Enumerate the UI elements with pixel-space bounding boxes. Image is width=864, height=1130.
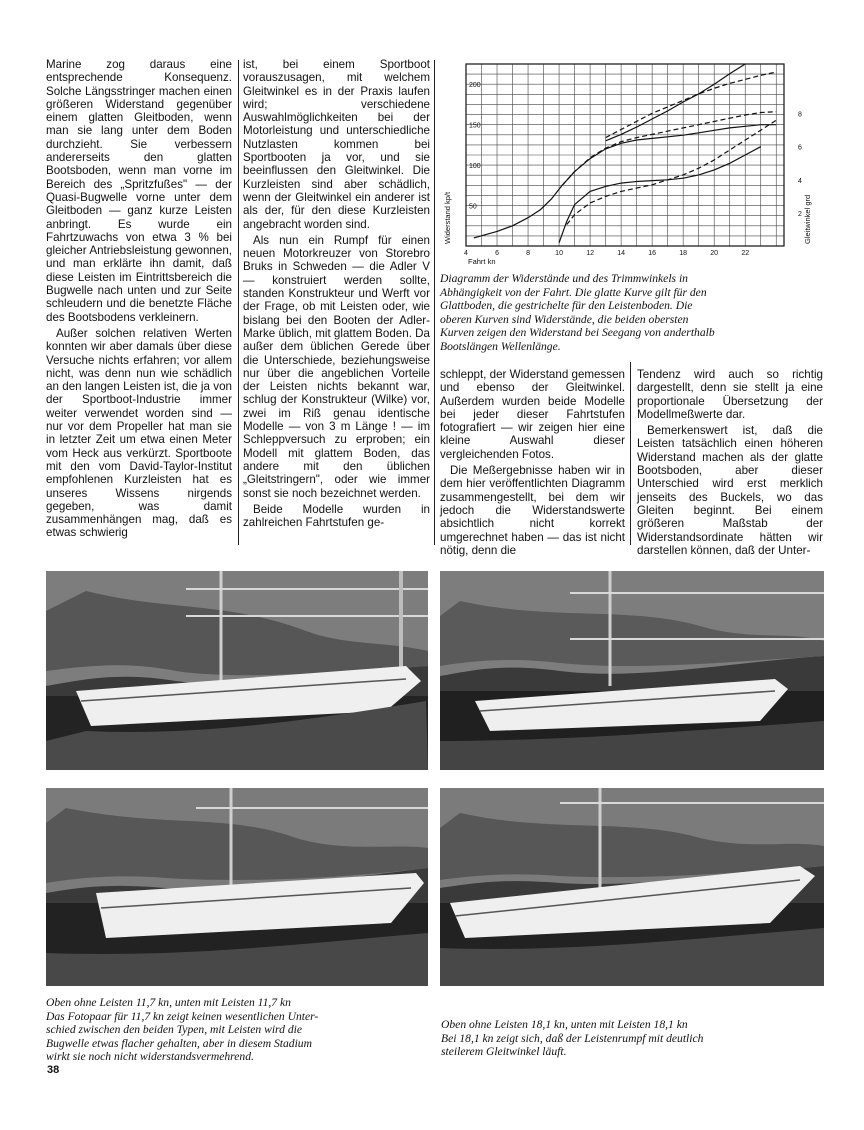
column-divider <box>434 60 435 545</box>
caption-line: schied zwischen den beiden Typen, mit Leisten wird die <box>46 1023 302 1037</box>
paragraph: Marine zog daraus eine entsprechende Konsequenz. Solche Längsstringer machen einen größeren Widerstand gegenüber einem glatten Gleitboden, wenn man sie lang unter dem Boden durchzieht. Sie verbessern andererseits den glatten Bootsboden, wenn man vorne im Bereich des „Spritzfußes" — der Quasi-Bugwelle vorne unter dem Gleitboden — ganz kurze Leisten anbringt. Es wurde ein Fahrtzuwachs von etwa 3 % bei gleicher Antriebsleistung gewonnen, und man erklärte ihn damit, daß diese Leisten im Eintrittsbereich die Bugwelle nach unten und zur Seite schleudern und die benetzte Fläche des Bootsbodens verkleinern. <box>46 58 232 324</box>
right-tick-label: 2 <box>798 210 802 218</box>
paragraph: Außer solchen relativen Werten konnten wir aber damals über diese Versuche nichts erfahren; vor allem nicht, was denn nun wie schädlich an den langen Leisten ist, die ja von der Sportboot-Industrie immer weiter verwendet worden sind — nur vor dem Propeller hat man sie in letzter Zeit um etwa einen Meter vom Heck aus verkürzt. Sportboote mit den vom David-Taylor-Institut empfohlenen Kurzleisten hat es unseres Wissens nirgends gegeben, was damit zusammenhängen mag, daß es etwas schwierig <box>46 326 232 540</box>
caption-line: Bugwelle etwas flacher gehalten, aber in diesem Stadium <box>46 1036 312 1050</box>
paragraph: Als nun ein Rumpf für einen neuen Motorkreuzer von Storebro Bruks in Schweden — die Adler V — konstruiert werden sollte, standen Konstrukteur und Werft vor der Frage, ob mit Leisten oder, wie bislang bei den Booten der Adler-Marke üblich, mit glattem Boden. Da außer dem üblichen Gerede über die Unterschiede, beziehungsweise nur über die angeblichen Vorteile der Leisten nichts bekannt war, schlug der Konstrukteur (Wilke) vor, zwei im Riß genau identische Modelle — von 3 m Länge ! — im Schleppversuch zu erproben; ein Modell mit glattem Boden, das andere mit den üblichen „Gleitstringern", oder wie immer sonst sie noch bezeichnet werden. <box>243 233 430 500</box>
photo-18-1kn-with-strakes <box>440 788 824 986</box>
caption-line: steilerem Gleitwinkel läuft. <box>441 1045 567 1059</box>
paragraph: Bemerkenswert ist, daß die Leisten tatsächlich einen höheren Widerstand machen als der glatte Bootsboden, aber dieser Unterschied wird erst merklich jenseits des Buckels, wo das Gleiten beginnt. Bei einem größeren Maßstab der Widerstandsordinate hätten wir darstellen können, daß der Unter- <box>637 424 823 557</box>
x-tick-label: 10 <box>555 250 563 257</box>
paragraph: Beide Modelle wurden in zahlreichen Fahrtstufen ge- <box>243 502 430 530</box>
photo-18-1kn-without-strakes <box>440 571 824 770</box>
photo-11-7kn-with-strakes <box>46 788 428 986</box>
column-divider <box>630 362 631 545</box>
series-line-solid <box>474 125 776 238</box>
x-tick-label: 20 <box>710 250 719 257</box>
caption-line: Kurven zeigen den Widerstand bei Seegang von anderthalb <box>440 326 715 340</box>
text-column-1 <box>46 58 232 543</box>
y-axis-label: Widerstand kp/t <box>443 191 452 244</box>
caption-line: Bootslängen Wellenlänge. <box>440 339 561 353</box>
x-tick-label: 6 <box>495 250 499 257</box>
x-tick-label: 12 <box>586 250 594 257</box>
boat-photo-illustration <box>440 788 824 986</box>
x-tick-label: 14 <box>617 250 626 257</box>
right-tick-label: 6 <box>798 144 802 152</box>
column-divider <box>238 60 239 545</box>
boat-photo-illustration <box>46 571 428 770</box>
photo-caption-right <box>441 1018 825 1059</box>
caption-line: Oben ohne Leisten 11,7 kn, unten mit Leisten 11,7 kn <box>46 996 291 1009</box>
caption-line: Glattboden, die gestrichelte für den Leistenboden. Die <box>440 299 693 313</box>
diagram-caption <box>440 272 824 354</box>
paragraph: schleppt, der Widerstand gemessen und ebenso der Gleitwinkel. Außerdem wurden beide Modelle bei jeder dieser Fahrtstufen fotografiert — wir zeigen hier eine kleine Auswahl dieser vergleichenden Fotos. <box>440 368 625 461</box>
series-line-solid <box>559 147 761 243</box>
paragraph: Tendenz wird auch so richtig dargestellt, denn sie stellt ja eine proportionale Übersetzung der Modellmeßwerte dar. <box>637 368 823 421</box>
x-tick-label: 18 <box>679 250 688 257</box>
photo-11-7kn-without-strakes <box>46 571 428 770</box>
right-tick-label: 8 <box>798 111 802 119</box>
caption-line: Diagramm der Widerstände und des Trimmwinkels in <box>440 272 688 285</box>
caption-line: wirkt sie noch nicht widerstandsvermehrend. <box>46 1050 254 1064</box>
photo-caption-left <box>46 996 430 1064</box>
y-tick-label: 100 <box>469 163 481 171</box>
series-line-dashed <box>606 72 777 138</box>
series-line-dashed <box>562 112 776 186</box>
paragraph: Die Meßergebnisse haben wir in dem hier veröffentlichten Diagramm zusammengestellt, bei dem wir jedoch die Widerstandswerte absichtlich nicht korrekt umgerechnet haben — das ist nicht nötig, denn die <box>440 464 625 557</box>
caption-line: Oben ohne Leisten 18,1 kn, unten mit Leisten 18,1 kn <box>441 1018 688 1031</box>
boat-photo-illustration <box>440 571 824 770</box>
caption-line: Bei 18,1 kn zeigt sich, daß der Leistenrumpf mit deutlich <box>441 1031 704 1045</box>
paragraph: ist, bei einem Sportboot vorauszusagen, mit welchem Gleitwinkel es in der Praxis laufen wird; verschiedene Auswahlmöglichkeiten bei der Motorleistung und unterschiedliche Nutzlasten kommen bei Sportbooten ja vor, und sie beeinflussen den Gleitwinkel. Die Kurzleisten sind aber schädlich, wenn der Gleitwinkel ein anderer ist als der, für den diese Kurzleisten angebracht worden sind. <box>243 58 430 231</box>
x-axis-label: Fahrt kn <box>468 257 496 266</box>
caption-line: Abhängigkeit von der Fahrt. Die glatte Kurve gilt für den <box>440 285 707 299</box>
text-column-3 <box>440 368 625 560</box>
x-tick-label: 22 <box>741 250 750 257</box>
right-axis-label: Gleitwinkel grd <box>803 194 812 244</box>
text-column-4 <box>637 368 823 560</box>
page-number: 38 <box>47 1064 60 1076</box>
caption-line: Das Fotopaar für 11,7 kn zeigt keinen wesentlichen Unter- <box>46 1009 319 1023</box>
caption-line: oberen Kurven sind Widerstände, die beiden obersten <box>440 312 689 326</box>
chart-svg <box>438 58 818 270</box>
right-tick-label: 4 <box>798 177 802 185</box>
y-tick-label: 200 <box>469 82 481 90</box>
y-tick-label: 50 <box>469 203 477 211</box>
x-tick-label: 4 <box>464 250 468 257</box>
y-tick-label: 150 <box>469 122 481 130</box>
resistance-diagram <box>438 58 818 270</box>
text-column-2 <box>243 58 430 532</box>
x-tick-label: 8 <box>526 250 531 257</box>
x-tick-label: 16 <box>648 250 657 257</box>
boat-photo-illustration <box>46 788 428 986</box>
